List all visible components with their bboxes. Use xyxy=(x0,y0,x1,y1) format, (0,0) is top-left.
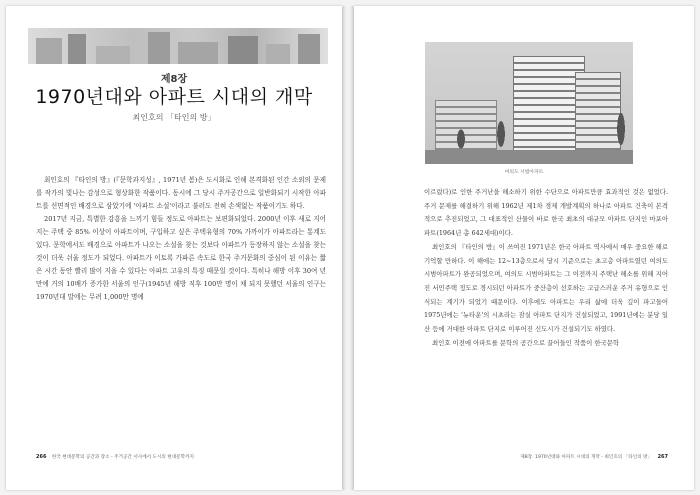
book-gutter xyxy=(342,6,354,490)
page-number: 266 xyxy=(36,454,47,460)
right-footer xyxy=(424,454,668,460)
page-number: 267 xyxy=(657,454,668,460)
chapter-label: 제8장 xyxy=(160,74,188,85)
right-page xyxy=(354,6,694,490)
right-body-text xyxy=(424,186,668,350)
paragraph: 2017년 지금, 특별한 감흥을 느끼기 힘들 정도로 아파트는 보편화되었다. 2000년 이후 새로 지어지는 주택 중 85% 이상이 아파트이며, 구입하고 싶은 주택유형의 70% 가까이가 아파트라는 통계도 있다. 문학에서도 배경으로 아파트가 나오는 소설을 찾는 것보다 아파트가 등장하지 않는 소설을 찾는 것이 더욱 쉬울 정도가 되었다. 아파트가 이토록 가파른 속도로 한국 주거문화의 중심이 된 이유는 짧은 시간 동안 빨리 많이 지을 수 있다는 아파트 고유의 특징 때문일 것이다. 특히나 해방 이후 30여 년 만에 거의 10배가 증가한 서울의 인구(1945년 해방 직후 100만 명이 채 되지 못했던 서울의 인구는 1970년대 말에는 무려 1,000만 명에 xyxy=(36,215,326,301)
chapter-subtitle: 최인호의 「타인의 방」 xyxy=(132,113,216,122)
chapter-title: 1970년대와 아파트 시대의 개막 xyxy=(35,86,313,108)
running-footer: 제8장. 1970년대와 아파트 시대의 개막 - 최인호의 「타인의 방」 xyxy=(520,455,653,460)
paragraph: 최인호의 『타인의 방』이 쓰여진 1971년은 한국 아파트 역사에서 매우 중요한 해로 기억할 만하다. 이 해에는 12~13층으로서 당시 기준으로는 초고층 아파트였던 여의도 시범아파트가 완공되었으며, 여의도 시범아파트는 그 이전까지 주택난 해소를 위해 지어진 서민주택 정도로 경시되던 아파트가 중산층이 선호하는 고급스러운 주거 유형으로 인식되는 계기가 되었기 때문이다. 이후에도 아파트는 우리 삶에 더욱 깊이 파고들어 1975년에는 '뉴타운'의 시초라는 잠실 아파트 단지가 건설되었고, 1991년에는 분당 일산 등에 거대한 아파트 단지로 이루어진 신도시가 건설되기도 하였다. xyxy=(424,242,668,334)
running-footer: 한국 현대문학의 공간과 장소 - 주거공간 서사에서 도시의 현대문학까지 xyxy=(51,455,194,460)
paragraph: 최인호의 『타인의 방』(『문학과지성』, 1971년 봄)은 도시화로 인해 본격화된 인간 소외의 문제를 작가의 빛나는 감성으로 형상화한 작품이다. 동시에 그 당시 주거공간으로 일반화되기 시작한 아파트를 선면적인 배경으로 삼았기에 '아파트 소설'이라고 불러도 전혀 손색없는 작품이기도 하다. xyxy=(36,176,326,210)
paragraph: 이르렀다)로 인한 주거난을 해소하기 위한 수단으로 아파트만큼 효과적인 것은 없었다. 주거 문제를 해결하기 위해 1962년 제1차 경제 개발계획의 하나로 아파트 건축이 본격적으로 추진되었고, 그 대표적인 산물이 바로 한국 최초의 대규모 아파트 단지인 마포아파트(1964년 총 642세대)이다. xyxy=(424,188,668,238)
paragraph: 최인호 이전에 아파트를 문학의 공간으로 끌어들인 작품이 한국문학 xyxy=(432,338,620,347)
left-page xyxy=(6,6,342,490)
left-body-text xyxy=(36,174,326,304)
chapter-header-banner-image xyxy=(28,28,328,64)
photo-caption: 여의도 시범아파트 xyxy=(504,170,544,175)
left-footer xyxy=(36,454,326,460)
apartment-photo xyxy=(425,42,633,164)
